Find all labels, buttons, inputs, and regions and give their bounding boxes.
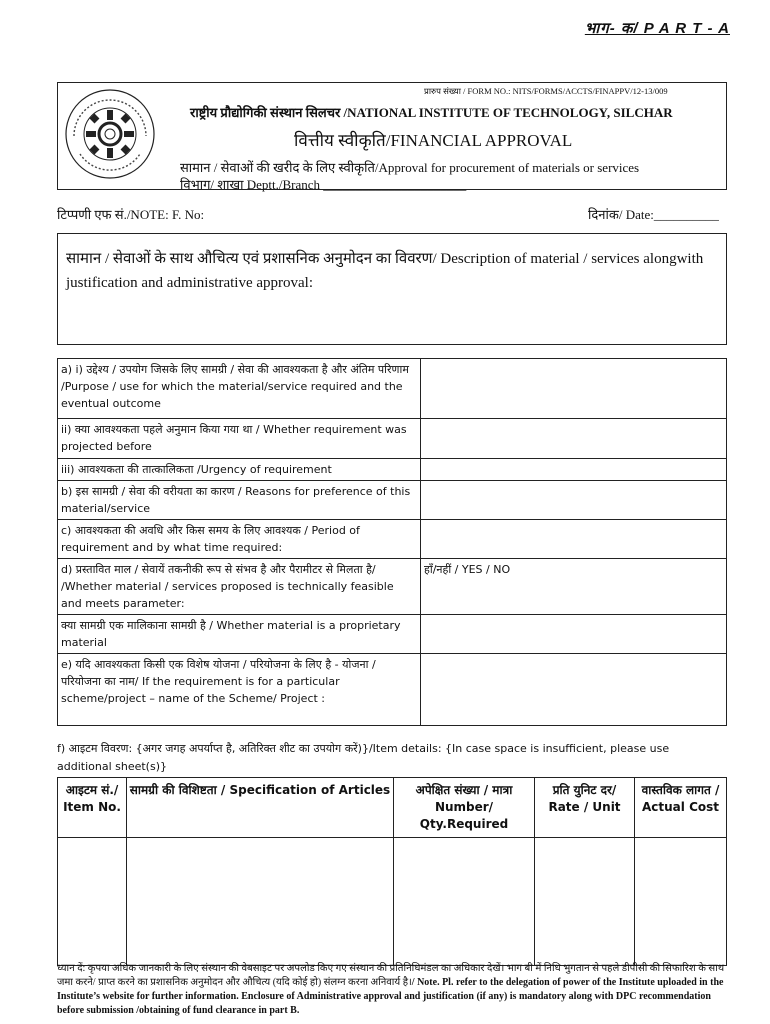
- question-row: [58, 559, 727, 615]
- quantity-cell[interactable]: [394, 838, 535, 966]
- question-text: d) प्रस्तावित माल / सेवायें तकनीकी रूप से संभव है और पैरामीटर से मिलता है/ /Whether material / services proposed is technically feasible and meets parameter:: [58, 559, 421, 615]
- col-quantity: अपेक्षित संख्या / मात्रा Number/ Qty.Required: [394, 778, 535, 838]
- answer-cell[interactable]: [421, 615, 727, 654]
- approval-line: सामान / सेवाओं की खरीद के लिए स्वीकृति/Approval for procurement of materials or services: [180, 160, 640, 175]
- rate-cell[interactable]: [535, 838, 635, 966]
- institute-name: राष्ट्रीय प्रौद्योगिकी संस्थान सिलचर /NATIONAL INSTITUTE OF TECHNOLOGY, SILCHAR: [190, 105, 673, 120]
- question-text: iii) आवश्यकता की तात्कालिकता /Urgency of requirement: [58, 459, 421, 481]
- answer-cell[interactable]: [421, 654, 727, 726]
- form-number: प्रारुप संख्या / FORM NO.: NITS/FORMS/ACCTS/FINAPPV/12-13/009: [424, 86, 668, 96]
- answer-cell[interactable]: [421, 359, 727, 419]
- dept-branch-field[interactable]: विभाग/ शाखा Deptt./Branch ______________________: [180, 177, 467, 192]
- question-row: [58, 481, 727, 520]
- form-title: वित्तीय स्वीकृति/FINANCIAL APPROVAL: [294, 131, 573, 150]
- question-row: [58, 419, 727, 459]
- date-field[interactable]: दिनांक/ Date:__________: [588, 207, 719, 222]
- answer-cell[interactable]: [421, 459, 727, 481]
- item-table-row: [58, 838, 727, 966]
- question-row: [58, 520, 727, 559]
- col-item-no: आइटम सं./ Item No.: [58, 778, 127, 838]
- footer-note: [57, 962, 727, 1018]
- question-row: [58, 459, 727, 481]
- question-row: [58, 615, 727, 654]
- note-file-number[interactable]: टिप्पणी एफ सं./NOTE: F. No:: [57, 207, 205, 222]
- institute-logo: [62, 86, 158, 182]
- question-row: [58, 359, 727, 419]
- question-text: e) यदि आवश्यकता किसी एक विशेष योजना / परियोजना के लिए है - योजना / परियोजना का नाम/ If the requirement is for a particular scheme/project – name of the Scheme/ Project :: [58, 654, 421, 726]
- answer-cell[interactable]: [421, 481, 727, 520]
- col-specification: सामग्री की विशिष्टता / Specification of Articles: [127, 778, 394, 838]
- actual-cost-cell[interactable]: [635, 838, 727, 966]
- description-heading: सामान / सेवाओं के साथ औचित्य एवं प्रशासनिक अनुमोदन का विवरण/ Description of material / services alongwith justification and administrative approval:: [66, 251, 704, 291]
- part-label: भाग- क/ P A R T - A: [584, 20, 730, 37]
- question-row: [58, 654, 727, 726]
- questions-table: [57, 358, 727, 726]
- question-text: a) i) उद्देश्य / उपयोग जिसके लिए सामग्री / सेवा की आवश्यकता है और अंतिम परिणाम /Purpose / use for which the material/service required and the eventual outcome: [58, 359, 421, 419]
- footer-note-hindi: ध्यान दें: कृपया अधिक जानकारी के लिए संस्थान की वेबसाइट पर अपलोड किए गए संस्थान की प्रतिनिधिमंडल का अधिकार देखें। भाग बी में निधि भुगतान से पहले डीपीसी की सिफारिश के साथ जमा करने/ प्राप्त करने का प्रशासनिक अनुमोदन और औचित्य (यदि कोई हो) संलग्न करना अनिवार्य है।: [57, 963, 725, 988]
- item-no-cell[interactable]: [58, 838, 127, 966]
- item-table: [57, 777, 727, 966]
- item-table-header: [58, 778, 727, 838]
- answer-cell[interactable]: [421, 520, 727, 559]
- question-text: c) आवश्यकता की अवधि और किस समय के लिए आवश्यक / Period of requirement and by what time required:: [58, 520, 421, 559]
- question-text: b) इस सामग्री / सेवा की वरीयता का कारण / Reasons for preference of this material/service: [58, 481, 421, 520]
- footer-note-english: / Note. Pl. refer to the delegation of power of the Institute uploaded in the Institute’s website for further information. Enclosure of Administrative approval and justification (if any) is mandatory along with DPC recommendation before submission /obtaining of fund clearance in part B.: [57, 977, 724, 1016]
- question-text: ii) क्या आवश्यकता पहले अनुमान किया गया था / Whether requirement was projected before: [58, 419, 421, 459]
- specification-cell[interactable]: [127, 838, 394, 966]
- item-details-label: f) आइटम विवरण: {अगर जगह अपर्याप्त है, अतिरिक्त शीट का उपयोग करें)}/Item details: {In case space is insufficient, please use additional sheet(s)}: [57, 742, 670, 773]
- question-text: क्या सामग्री एक मालिकाना सामग्री है / Whether material is a proprietary material: [58, 615, 421, 654]
- answer-cell[interactable]: [421, 419, 727, 459]
- yes-no-cell[interactable]: हाँ/नहीं / YES / NO: [421, 559, 727, 615]
- col-rate: प्रति युनिट दर/ Rate / Unit: [535, 778, 635, 838]
- col-actual-cost: वास्तविक लागत / Actual Cost: [635, 778, 727, 838]
